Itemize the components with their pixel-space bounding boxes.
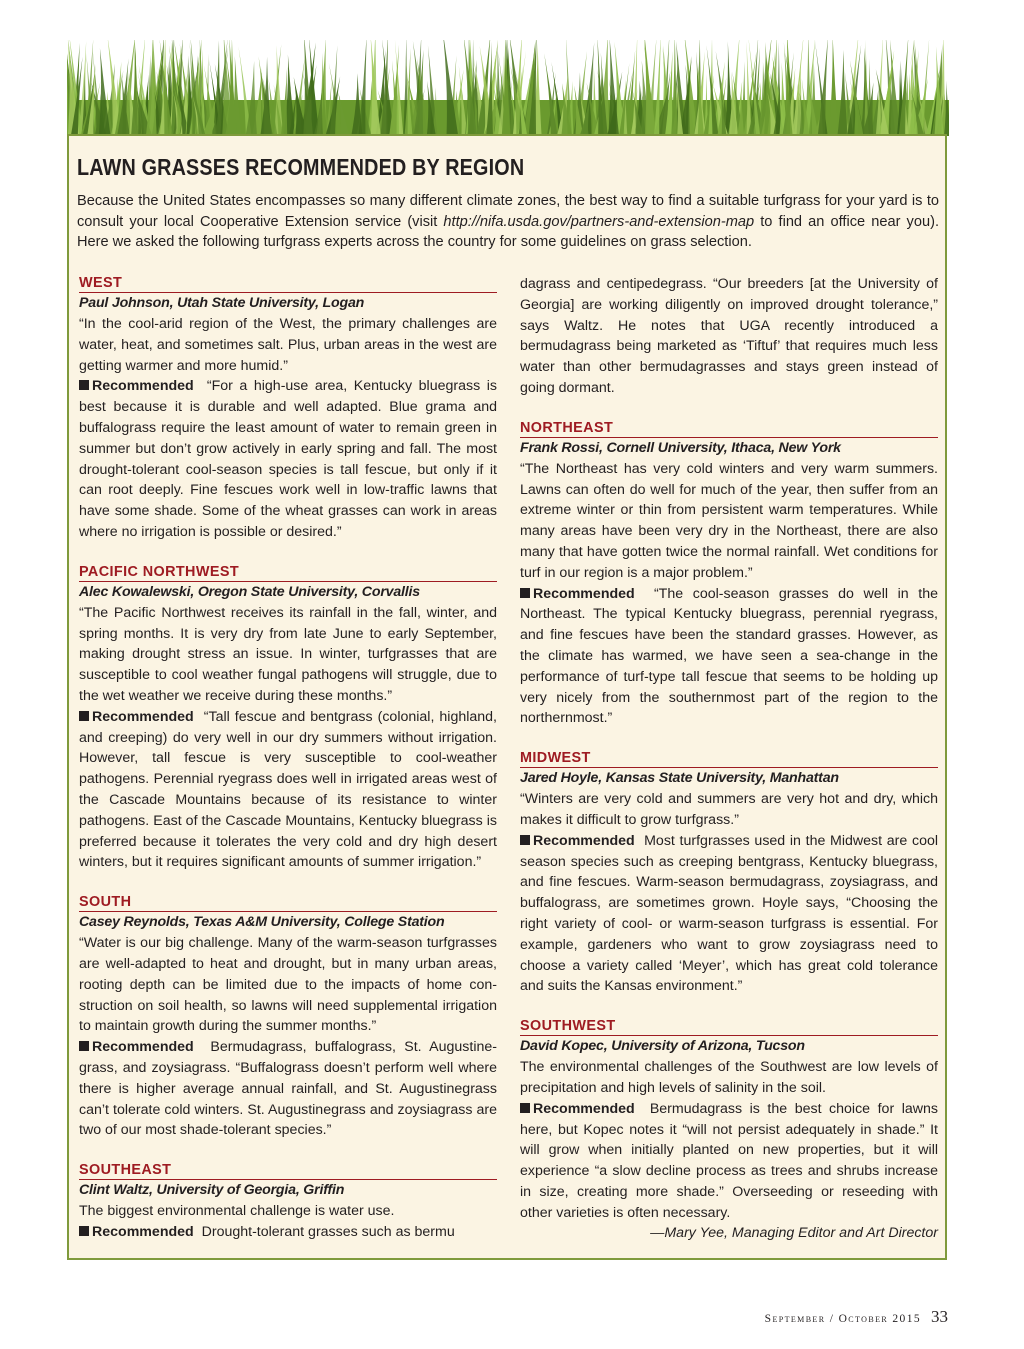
challenge-quote: “The Northeast has very cold winters and very warm summers. Lawns can often do well for much of the year, then suffer from an extreme winter or thin from persistent warm temperatures. While many areas have been very dry in the Northeast, there are also many that have gotten twice the normal rainfall. Wet conditions for turf in our region is a major problem.” [520, 460, 938, 581]
recommendation-paragraph [520, 831, 938, 997]
expert-name: Paul Johnson, Utah State University, Logan [79, 295, 365, 311]
recommendation-paragraph [520, 584, 938, 730]
bullet-square-icon [79, 711, 89, 721]
intro-text-before: Because the United States encompasses so many different climate zones, the best way to find a suitable turfgrass for your yard is to consult your local Cooperative Extension service (visit [77, 193, 939, 230]
recommended-label: Recommended [92, 1223, 194, 1240]
recommended-label: Recommended [92, 1039, 194, 1056]
challenge-quote: The biggest environmental challenge is water use. [79, 1203, 395, 1220]
recommendation-paragraph [520, 1099, 938, 1224]
expert-name: Jared Hoyle, Kansas State University, Manhattan [520, 770, 839, 787]
challenge-quote: “In the cool-arid region of the West, the primary challenges are water, heat, and sometimes salt. Plus, urban areas in the west are getting warmer and more humid.” [79, 316, 497, 374]
grass-blade [829, 40, 839, 136]
author-signature: —Mary Yee, Managing Editor and Art Director [650, 1225, 938, 1242]
section-heading: SOUTHWEST [520, 1017, 938, 1036]
recommended-label: Recommended [533, 1100, 635, 1117]
section-northeast [520, 419, 938, 729]
recommendation-paragraph [79, 1222, 497, 1243]
expert-name: Casey Reynolds, Texas A&M University, College Station [79, 914, 445, 931]
recommendation-paragraph [79, 376, 497, 542]
grass-illustration [67, 40, 949, 136]
bullet-square-icon [79, 1226, 89, 1236]
recommendation-continued-text: dagrass and centipedegrass. “Our breeders [at the University of Georgia] are working diligently on improved drought tolerance,” says Waltz. He notes that UGA recently introduced a bermudagrass being marketed as ‘Tiftuf’ that requires much less water than other bermudagrasses and stays green instead of going dormant. [520, 276, 938, 396]
right-column [520, 274, 938, 1244]
bullet-square-icon [79, 1041, 89, 1051]
intro-text-after: to find an office near you). Here we asked the following turfgrass experts across the country for some guidelines on grass selection. [77, 213, 939, 251]
grass-blade [99, 48, 111, 136]
expert-name: Alec Kowalewski, Oregon State University, Corvallis [79, 583, 420, 600]
challenge-quote: The environmental challenges of the Southwest are low levels of precipitation and high levels of salinity in the soil. [520, 1059, 938, 1096]
challenge-quote: “Winters are very cold and summers are very hot and dry, which makes it difficult to grow turfgrass.” [520, 791, 938, 828]
issue-date: September / October 2015 [764, 1313, 921, 1325]
recommendation-text: Bermudagrass is the best choice for lawns here, but Kopec notes it “will not persist adequately in shade.” It will grow when initially planted on new properties, but it will experience “a slow decline process as trees and shrubs increase in size, creating more shade.” Overseeding or reseeding with other varieties is often necessary. [520, 1100, 938, 1221]
section-heading: SOUTHEAST [79, 1161, 497, 1180]
section-west [79, 274, 497, 543]
grass-header-image [67, 40, 949, 136]
recommendation-text: “The cool-season grasses do well in the Northeast. The typical Kentucky bluegrass, perennial ryegrass, and fine fescues have been the standard grasses. However, as the climate has warmed, we have seen a sea-change in the performance of turf-type tall fescue that seems to be holding up very nicely from the southernmost part of the region to the northernmost.” [520, 585, 938, 727]
grass-blade [837, 50, 847, 136]
section-heading: PACIFIC NORTHWEST [79, 563, 497, 582]
bullet-square-icon [520, 1103, 530, 1113]
left-column [79, 274, 497, 1243]
section-heading: WEST [79, 274, 497, 293]
intro-paragraph [77, 191, 939, 253]
page-footer [765, 1307, 948, 1327]
section-heading: NORTHEAST [520, 419, 938, 438]
page-number: 33 [931, 1307, 948, 1326]
recommendation-text: Most turfgrasses used in the Midwest are cool season species such as creeping bentgrass, Kentucky bluegrass, and fine fescues. Warm-season bermudagrass, zoysiagrass, and buffalograss, are sometimes grown. Hoyle says, “Choosing the right variety of cool- or warm-season turfgrass is essential. For example, gardeners who want to grow zoysiagrass need to choose a variety called ‘Meyer’, which has great cold tolerance and suits the Kansas environment.” [520, 832, 939, 995]
challenge-quote: “The Pacific Northwest receives its rainfall in the fall, winter, and spring months. It is very dry from late June to early September, making drought stress an issue. In winter, turfgrasses that are susceptible to cool weather fungal pathogens will struggle, due to the wet weather we receive during these months.” [79, 604, 497, 704]
bullet-square-icon [79, 380, 89, 390]
section-southeast [79, 1161, 497, 1243]
recommendation-paragraph [79, 707, 497, 873]
expert-name: David Kopec, University of Arizona, Tucson [520, 1038, 805, 1055]
challenge-quote: “Water is our big challenge. Many of the warm-season turfgrasses are well-adapted to heat and drought, but in many urban areas, rooting depth can be limited due to the impacts of home construction on soil health, so lawns will need supplemental irrigation to maintain growth during the summer months.” [79, 935, 497, 1035]
bullet-square-icon [520, 588, 530, 598]
section-southwest [520, 1017, 938, 1244]
section-heading: MIDWEST [520, 749, 938, 768]
section-south [79, 893, 497, 1141]
recommendation-paragraph [79, 1037, 497, 1141]
recommendation-text: Drought-tolerant grasses such as bermu [201, 1223, 455, 1240]
recommended-label: Recommended [92, 708, 194, 725]
section-midwest [520, 749, 938, 997]
section-pacific-northwest [79, 563, 497, 873]
recommended-label: Recommended [92, 378, 194, 395]
section-heading: SOUTH [79, 893, 497, 912]
recommendation-text: “Tall fescue and bentgrass (colonial, highland, and creeping) do very well in our dry summers without irrigation. However, tall fescue is very susceptible to cool-weather pathogens. Perennial ryegrass does well in irrigated areas west of the Cascade Mountains because of its resistance to winter pathogens. East of the Cascade Mountains, Kentucky bluegrass is preferred because it tolerates the very cold and dry high desert winters, but it requires significant amounts of summer irrigation.” [79, 708, 497, 871]
page-title: LAWN GRASSES RECOMMENDED BY REGION [77, 154, 525, 180]
recommendation-text: “For a high-use area, Kentucky bluegrass is best because it is durable and well adapted. Blue grama and buffalograss require the least amount of water to remain green in summer but don’t grow actively in early spring and fall. The most drought-tolerant cool-season species is tall fescue, but only if it can root deeply. Fine fescues work well in low-traffic lawns that have some shade. Some of the wheat grasses can work in areas where no irrigation is possible or desired.” [79, 378, 497, 540]
recommended-label: Recommended [533, 832, 635, 849]
bullet-square-icon [520, 835, 530, 845]
grass-blade [644, 40, 656, 136]
recommendation-text: Bermudagrass, buffalograss, St. Augustinegrass, and zoysiagrass. “Buffalograss doesn’t perform well where there is higher average annual rainfall, and St. Augustinegrass can’t tolerate cold winters. St. Augustinegrass and zoysiagrass are two of our most shade-tolerant species.” [79, 1039, 497, 1139]
extension-map-link[interactable]: http://nifa.usda.gov/partners-and-extension-map [443, 213, 755, 230]
expert-name: Clint Waltz, University of Georgia, Griffin [79, 1182, 345, 1199]
section-southeast-continued [520, 274, 938, 399]
recommended-label: Recommended [533, 585, 635, 602]
expert-name: Frank Rossi, Cornell University, Ithaca, New York [520, 439, 841, 456]
